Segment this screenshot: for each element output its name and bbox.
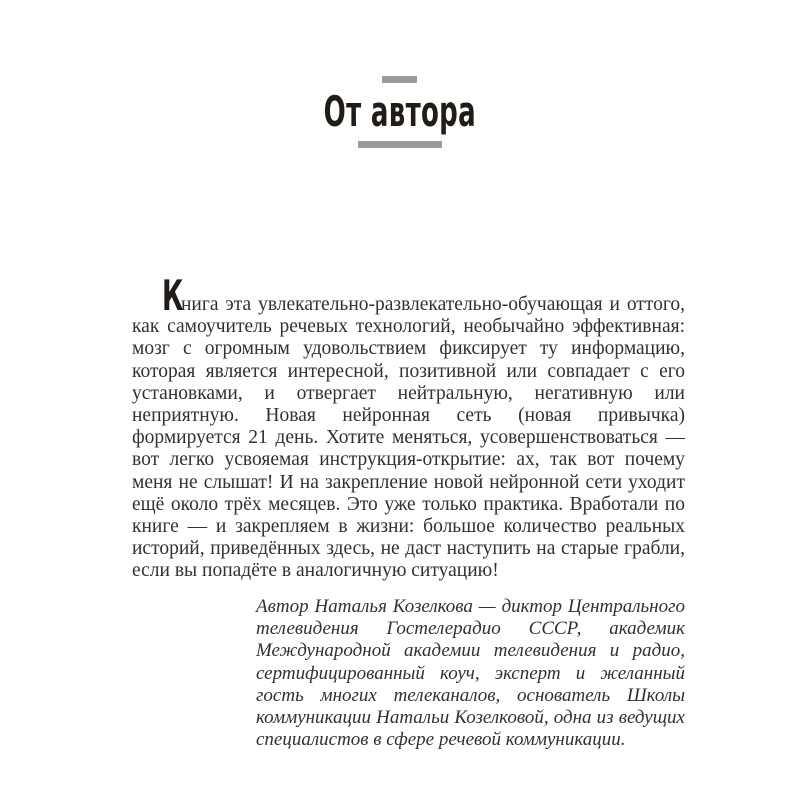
title-rule-bottom — [358, 141, 442, 148]
title-rule-top — [382, 76, 417, 83]
page-title-container — [0, 87, 800, 136]
author-note: Автор Наталья Козелкова — диктор Центрального телевидения Гостелерадио СССР, академик Международной академии телевидения и радио, сертифицированный коуч, эксперт и желанный гость многих телеканалов, основатель Школы коммуникации Натальи Козелковой, одна из ведущих специалистов в сфере речевой коммуникации. — [256, 596, 685, 751]
body-paragraph: нига эта увлекательно-развлекательно-обучающая и оттого, как самоучитель речевых технологий, необычайно эффективная: мозг с огромным удовольствием фиксирует ту информацию, которая является интересной, позитивной или совпадает с его установками, и отвергает нейтральную, негативную или неприятную. Новая нейронная сеть (новая привычка) формируется 21 день. Хотите меняться, усовершенствоваться — вот легко усвояемая инструкция-открытие: ах, так вот почему меня не слышат! И на закрепление новой нейронной сети уходит ещё около трёх месяцев. Это уже только практика. Вработали по книге — и закрепляем в жизни: большое количество реальных историй, приведённых здесь, не даст наступить на старые грабли, если вы попадёте в аналогичную ситуацию! — [132, 294, 685, 582]
page-title: От автора — [323, 87, 477, 136]
drop-cap-initial: К — [162, 271, 184, 320]
